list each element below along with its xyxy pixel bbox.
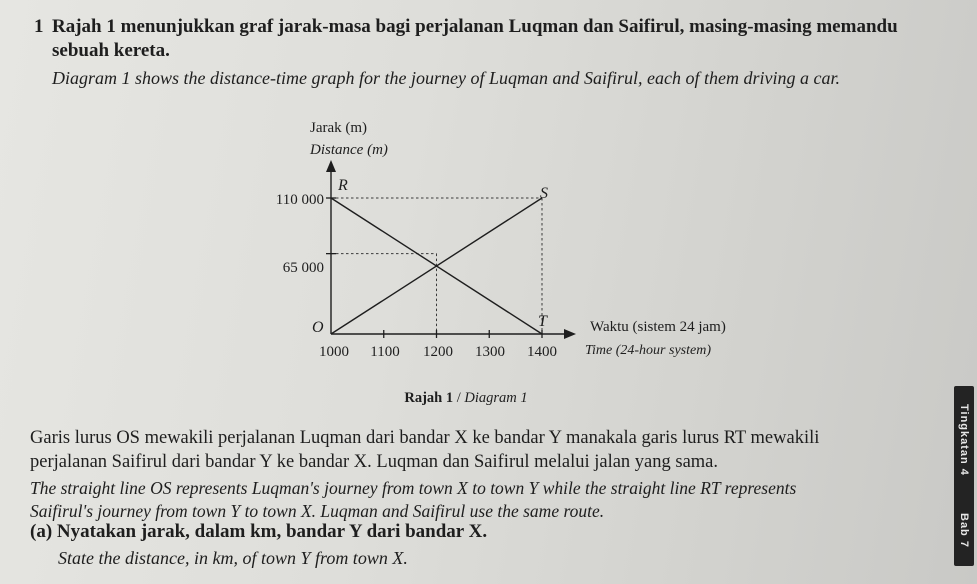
y-tick-110000: 110 000 (275, 192, 324, 208)
x-axis-label-english: Time (24-hour system) (585, 343, 711, 358)
y-tick-65000: 65 000 (282, 260, 324, 276)
paragraph-english-line-1: The straight line OS represents Luqman's journey from town X to town Y while the straight line RT represents (30, 478, 797, 498)
part-a-malay: (a) Nyatakan jarak, dalam km, bandar Y dari bandar X. (30, 521, 488, 542)
point-label-s: S (540, 185, 548, 202)
chapter-side-tab (954, 386, 974, 566)
question-number: 1 (34, 16, 44, 37)
part-a-english: State the distance, in km, of town Y from town X. (58, 548, 408, 568)
diagram-caption (404, 390, 527, 406)
paragraph-english-line-2: Saifirul's journey from town Y to town X. Luqman and Saifirul use the same route. (30, 501, 605, 521)
intro-malay-line-2: sebuah kereta. (52, 40, 170, 61)
point-label-r: R (338, 177, 348, 194)
caption-separator: / (453, 390, 465, 406)
series-lines (331, 198, 542, 334)
intro-malay-line-1: Rajah 1 menunjukkan graf jarak-masa bagi perjalanan Luqman dan Saifirul, masing-masing memandu (52, 16, 898, 37)
caption-malay: Rajah 1 (404, 390, 454, 406)
distance-time-graph (240, 110, 780, 410)
side-tab-chapter: Bab 7 (958, 512, 970, 548)
y-axis-label-english: Distance (m) (310, 142, 388, 158)
side-tab-form: Tingkatan 4 (958, 404, 970, 477)
x-tick-1100: 1100 (370, 344, 400, 360)
origin-label: O (312, 319, 324, 336)
x-tick-1200: 1200 (423, 344, 453, 360)
x-tick-1400: 1400 (527, 344, 557, 360)
paragraph-malay-line-2: perjalanan Saifirul dari bandar Y ke bandar X. Luqman dan Saifirul melalui jalan yang sama. (30, 452, 719, 472)
caption-english: Diagram 1 (464, 390, 528, 406)
point-label-t: T (538, 313, 547, 330)
paragraph-malay-line-1: Garis lurus OS mewakili perjalanan Luqman dari bandar X ke bandar Y manakala garis lurus RT mewakili (30, 428, 820, 448)
intro-english: Diagram 1 shows the distance-time graph for the journey of Luqman and Saifirul, each of them driving a car. (52, 68, 840, 88)
x-tick-1300: 1300 (475, 344, 505, 360)
x-axis-label-malay: Waktu (sistem 24 jam) (590, 319, 726, 335)
y-axis-label-malay: Jarak (m) (310, 120, 368, 136)
x-tick-1000: 1000 (319, 344, 349, 360)
